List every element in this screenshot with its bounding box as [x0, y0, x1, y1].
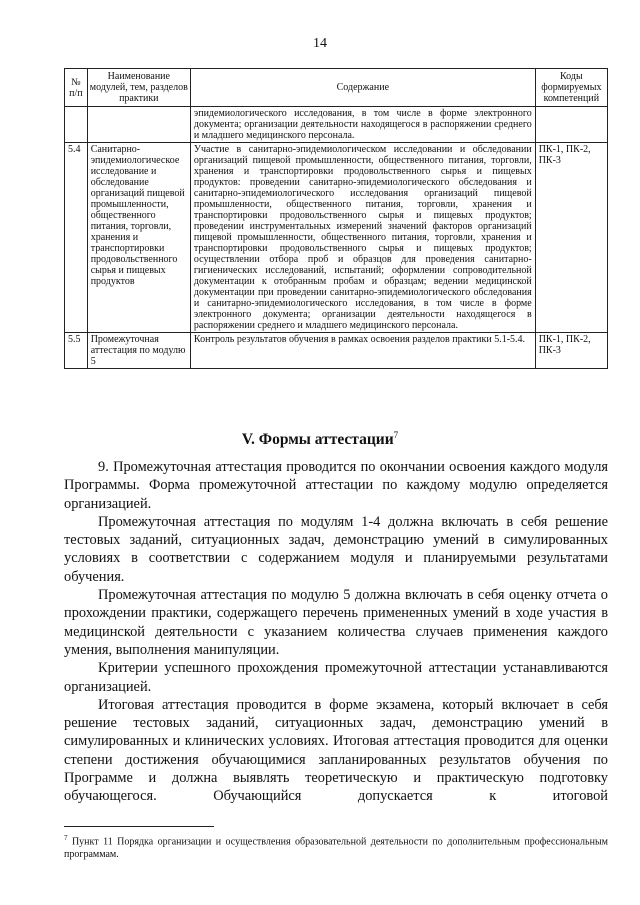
section-title — [0, 430, 640, 449]
row-content: Участие в санитарно-эпидемиологическом исследовании и обследовании организаций пищевой промышленности, общественного питания, торговли, хранения и транспортировки продовольственного сырья и пищевых продуктов: проведении санитарно-эпидемиологического обследования и санитарно-эпидемиологического исследования организаций пищевой промышленности, общественного питания, торговли, хранения и транспортировки продовольственного сырья и пищевых продуктов; проведении инструментальных измерений значений факторов организаций пищевой промышленности, общественного питания, торговли, хранения и транспортировки продовольственного сырья и пищевых продуктов; осуществлении отбора проб и образцов для проведения санитарно-гигиенических исследований, испытаний; оформлении сопроводительной документации к отобранным пробам и образцам; ведении медицинской документации при проведении санитарно-эпидемиологического обследования и санитарно-эпидемиологического исследования, в том числе в форме электронного документа; организации деятельности находящегося в распоряжении среднего и младшего медицинского персонала. — [190, 143, 535, 333]
row-content: эпидемиологического исследования, в том числе в форме электронного документа; организации деятельности находящегося в распоряжении среднего и младшего медицинского персонала. — [190, 107, 535, 143]
paragraph: 9. Промежуточная аттестация проводится по окончании освоения каждого модуля Программы. Форма промежуточной аттестации по каждому модулю определяется организацией. — [64, 459, 608, 512]
footnote — [64, 832, 608, 861]
row-codes — [535, 107, 607, 143]
row-num: 5.4 — [65, 143, 88, 333]
table-row — [65, 333, 608, 369]
row-num — [65, 107, 88, 143]
table-header-row — [65, 69, 608, 107]
row-name — [87, 107, 190, 143]
header-codes: Коды формируемых компетенций — [535, 69, 607, 107]
header-content: Содержание — [190, 69, 535, 107]
row-num: 5.5 — [65, 333, 88, 369]
row-codes: ПК-1, ПК-2, ПК-3 — [535, 333, 607, 369]
page-number: 14 — [313, 36, 327, 51]
footnote-divider — [64, 826, 214, 827]
paragraph: Итоговая аттестация проводится в форме экзамена, который включает в себя решение тестовых заданий, ситуационных задач, демонстрацию умений в симулированных и клинических условиях. Итоговая аттестация проводится для оценки степени достижения обучающимися запланированных результатов обучения по Программе и должна выявлять теоретическую и практическую подготовку обучающегося. Обучающийся допускается к итоговой — [64, 696, 608, 805]
row-codes: ПК-1, ПК-2, ПК-3 — [535, 143, 607, 333]
table-row — [65, 107, 608, 143]
header-num: № п/п — [65, 69, 88, 107]
paragraph: Критерии успешного прохождения промежуточной аттестации устанавливаются организацией. — [64, 660, 608, 695]
section-footnote-ref: 7 — [393, 430, 399, 440]
program-table — [64, 68, 608, 369]
paragraph: Промежуточная аттестация по модулям 1-4 должна включать в себя решение тестовых заданий, ситуационных задач, демонстрацию умений в симулированных условиях в соответствии с содержанием модуля и планируемыми результатами обучения. — [64, 513, 608, 585]
footnote-text: Пункт 11 Порядка организации и осуществления образовательной деятельности по дополнительным профессиональным программам. — [64, 836, 609, 861]
table-row — [65, 143, 608, 333]
header-name: Наименование модулей, тем, разделов практики — [87, 69, 190, 107]
section-body — [64, 458, 608, 806]
row-content: Контроль результатов обучения в рамках освоения разделов практики 5.1-5.4. — [190, 333, 535, 369]
section-title-text: V. Формы аттестации — [241, 431, 394, 449]
footnote-marker: 7 — [64, 834, 68, 842]
paragraph: Промежуточная аттестация по модулю 5 должна включать в себя оценку отчета о прохождении практики, содержащего перечень примененных умений в ходе участия в медицинской деятельности с указанием количества случаев применения каждого умения, выполнения манипуляции. — [64, 587, 608, 658]
row-name: Промежуточная аттестация по модулю 5 — [87, 333, 190, 369]
row-name: Санитарно-эпидемиологическое исследование и обследование организаций пищевой промышленности, общественного питания, торговли, хранения и транспортировки продовольственного сырья и пищевых продуктов — [87, 143, 190, 333]
